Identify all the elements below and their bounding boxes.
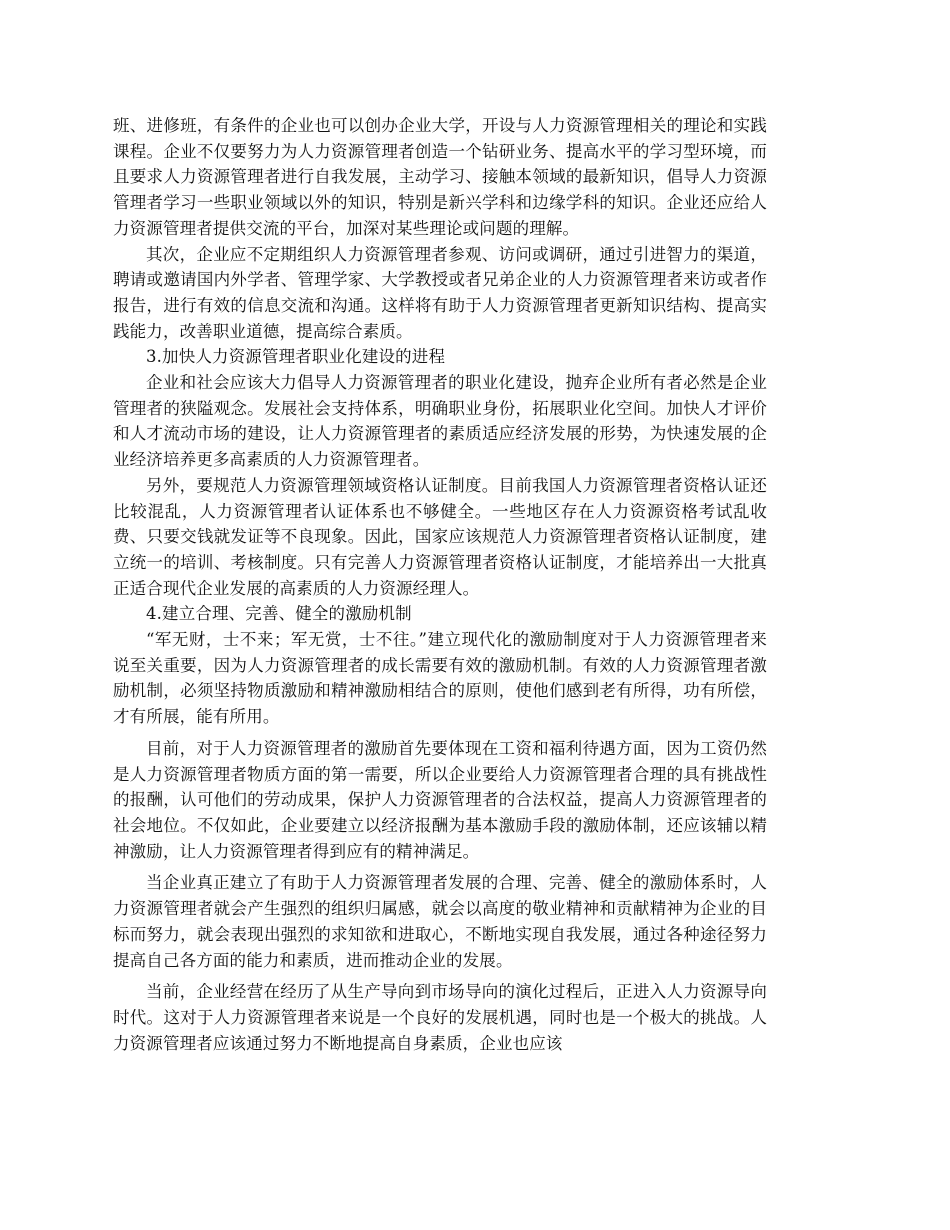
paragraph-current-era: 当前，企业经营在经历了从生产导向到市场导向的演化过程后，正进入人力资源导向时代。这对于人力资源管理者来说是一个良好的发展机遇，同时也是一个极大的挑战。人力资源管理者应该通过努力不断地提高自身素质，企业也应该: [113, 982, 767, 1053]
section-heading-3: 3.加快人力资源管理者职业化建设的进程: [146, 347, 446, 367]
paragraph-certification: 另外，要规范人力资源管理领域资格认证制度。目前我国人力资源管理者资格认证还比较混乱，人力资源管理者认证体系也不够健全。一些地区存在人力资源资格考试乱收费、只要交钱就发证等不良现象。因此，国家应该规范人力资源管理者资格认证制度，建立统一的培训、考核制度。只有完善人力资源管理者资格认证制度，才能培养出一大批真正适合现代企业发展的高素质的人力资源经理人。: [113, 475, 767, 598]
paragraph-continuation: 班、进修班，有条件的企业也可以创办企业大学，开设与人力资源管理相关的理论和实践课程。企业不仅要努力为人力资源管理者创造一个钻研业务、提高水平的学习型环境，而且要求人力资源管理者进行自我发展，主动学习、接触本领域的最新知识，倡导人力资源管理者学习一些职业领域以外的知识，特别是新兴学科和边缘学科的知识。企业还应给人力资源管理者提供交流的平台，加深对某些理论或问题的理解。: [113, 116, 767, 238]
document-body: [113, 113, 767, 1056]
paragraph-quote: “军无财，士不来；军无赏，士不往。”建立现代化的激励制度对于人力资源管理者来说至关重要，因为人力资源管理者的成长需要有效的激励机制。有效的人力资源管理者激励机制，必须坚持物质激励和精神激励相结合的原则，使他们感到老有所得，功有所偿，才有所展，能有所用。: [113, 630, 767, 727]
paragraph-incentive-system: 当企业真正建立了有助于人力资源管理者发展的合理、完善、健全的激励体系时，人力资源管理者就会产生强烈的组织归属感，就会以高度的敬业精神和贡献精神为企业的目标而努力，就会表现出强烈的求知欲和进取心，不断地实现自我发展，通过各种途径努力提高自己各方面的能力和素质，进而推动企业的发展。: [113, 873, 767, 970]
section-heading-4: 4.建立合理、完善、健全的激励机制: [146, 604, 412, 624]
paragraph-salary: 目前，对于人力资源管理者的激励首先要体现在工资和福利待遇方面，因为工资仍然是人力资源管理者物质方面的第一需要，所以企业要给人力资源管理者合理的具有挑战性的报酬，认可他们的劳动成果，保护人力资源管理者的合法权益，提高人力资源管理者的社会地位。不仅如此，企业要建立以经济报酬为基本激励手段的激励体制，还应该辅以精神激励，让人力资源管理者得到应有的精神满足。: [113, 738, 767, 861]
paragraph-professionalization: 企业和社会应该大力倡导人力资源管理者的职业化建设，抛弃企业所有者必然是企业管理者的狭隘观念。发展社会支持体系，明确职业身份，拓展职业化空间。加快人才评价和人才流动市场的建设，让人力资源管理者的素质适应经济发展的形势，为快速发展的企业经济培养更多高素质的人力资源管理者。: [113, 373, 767, 470]
paragraph-secondly: 其次，企业应不定期组织人力资源管理者参观、访问或调研，通过引进智力的渠道，聘请或邀请国内外学者、管理学家、大学教授或者兄弟企业的人力资源管理者来访或者作报告，进行有效的信息交流和沟通。这样将有助于人力资源管理者更新知识结构、提高实践能力，改善职业道德，提高综合素质。: [113, 244, 767, 341]
